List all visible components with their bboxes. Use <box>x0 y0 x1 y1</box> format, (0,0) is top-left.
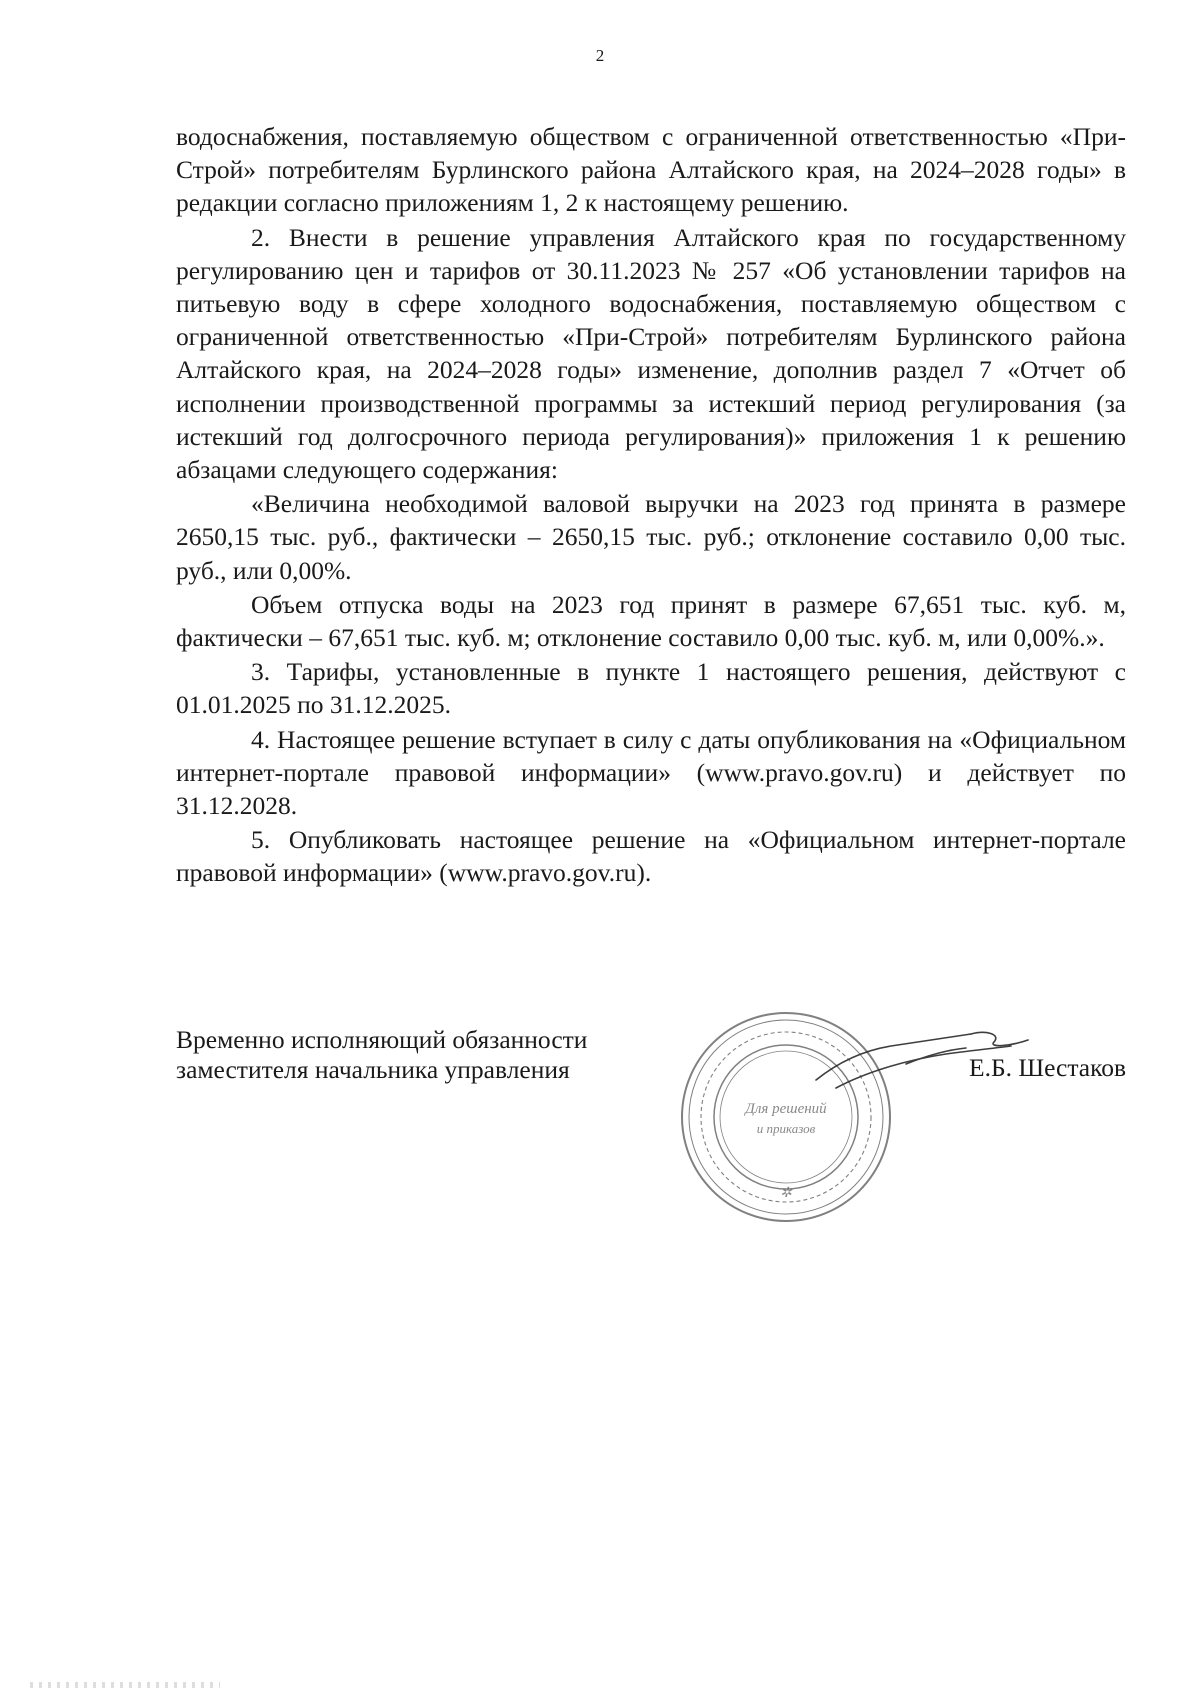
document-body <box>176 120 1126 890</box>
paragraph-item-2: 2. Внести в решение управления Алтайского края по государственному регулированию цен и тарифов от 30.11.2023 № 257 «Об установлении тарифов на питьевую воду в сфере холодного водоснабжения, поставляемую обществом с ограниченной ответственностью «При-Строй» потребителям Бурлинского района Алтайского края, на 2024–2028 годы» изменение, дополнив раздел 7 «Отчет об исполнении производственной программы за истекший период регулирования (за истекший год долгосрочного периода регулирования)» приложения 1 к решению абзацами следующего содержания: <box>176 222 1126 485</box>
paragraph-item-4: 4. Настоящее решение вступает в силу с даты опубликования на «Официальном интернет-портале правовой информации» (www.pravo.gov.ru) и действует по 31.12.2028. <box>176 724 1126 821</box>
signer-title-line-2: заместителя начальника управления <box>176 1055 570 1084</box>
paragraph-revenue: «Величина необходимой валовой выручки на 2023 год принята в размере 2650,15 тыс. руб., фактически – 2650,15 тыс. руб.; отклонение составило 0,00 тыс. руб., или 0,00%. <box>176 489 1126 585</box>
paragraph-item-3: 3. Тарифы, установленные в пункте 1 настоящего решения, действуют с 01.01.2025 по 31.12.2025. <box>176 657 1126 720</box>
stamp-center-line-2: и приказов <box>756 1121 816 1136</box>
signer-title-line-1: Временно исполняющий обязанности <box>176 1025 588 1054</box>
page-number: 2 <box>595 46 605 65</box>
paragraph-continuation: водоснабжения, поставляемую обществом с ограниченной ответственностью «При-Строй» потребителям Бурлинского района Алтайского края, на 2024–2028 годы» в редакции согласно приложениям 1, 2 к настоящему решению. <box>176 122 1126 218</box>
paragraph-water-volume: Объем отпуска воды на 2023 год принят в размере 67,651 тыс. куб. м, фактически – 67,651 тыс. куб. м; отклонение составило 0,00 тыс. куб. м, или 0,00%.». <box>176 589 1126 653</box>
paragraph-item-5: 5. Опубликовать настоящее решение на «Официальном интернет-портале правовой информации» (www.pravo.gov.ru). <box>176 825 1126 888</box>
signer-name: Е.Б. Шестаков <box>969 1053 1126 1082</box>
stamp-star-icon: ✲ <box>780 1186 792 1201</box>
stamp-center-line-1: Для решений <box>745 1101 827 1117</box>
signer-title <box>176 1025 587 1085</box>
scan-artifact-divider <box>30 1682 220 1688</box>
signature-block <box>176 1025 1126 1255</box>
